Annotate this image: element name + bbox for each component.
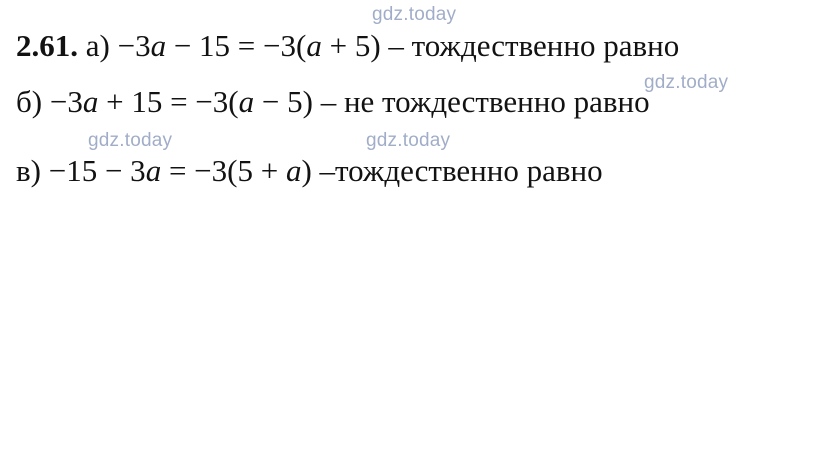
expression-a: −3a − 15 = −3(a + 5) [117, 28, 381, 63]
watermark: gdz.today [366, 130, 451, 151]
solution-line-c [16, 155, 603, 186]
dash-b: – [320, 84, 337, 119]
watermark: gdz.today [644, 72, 729, 93]
expression-b: −3a + 15 = −3(a − 5) [49, 84, 313, 119]
dash-a: – [388, 28, 404, 63]
solution-line-a [16, 30, 679, 61]
verdict-c: тождественно равно [335, 153, 603, 188]
verdict-b: не тождественно равно [343, 84, 650, 119]
solution-line-b [16, 86, 650, 117]
watermark: gdz.today [372, 4, 457, 25]
dash-c: – [319, 153, 336, 188]
item-label-b: б) [16, 84, 43, 119]
verdict-a: тождественно равно [411, 28, 680, 63]
watermark: gdz.today [88, 130, 173, 151]
expression-c: −15 − 3a = −3(5 + a) [48, 153, 312, 188]
item-label-c: в) [16, 153, 41, 188]
task-number: 2.61. [16, 28, 78, 63]
item-label-a: а) [85, 28, 110, 63]
